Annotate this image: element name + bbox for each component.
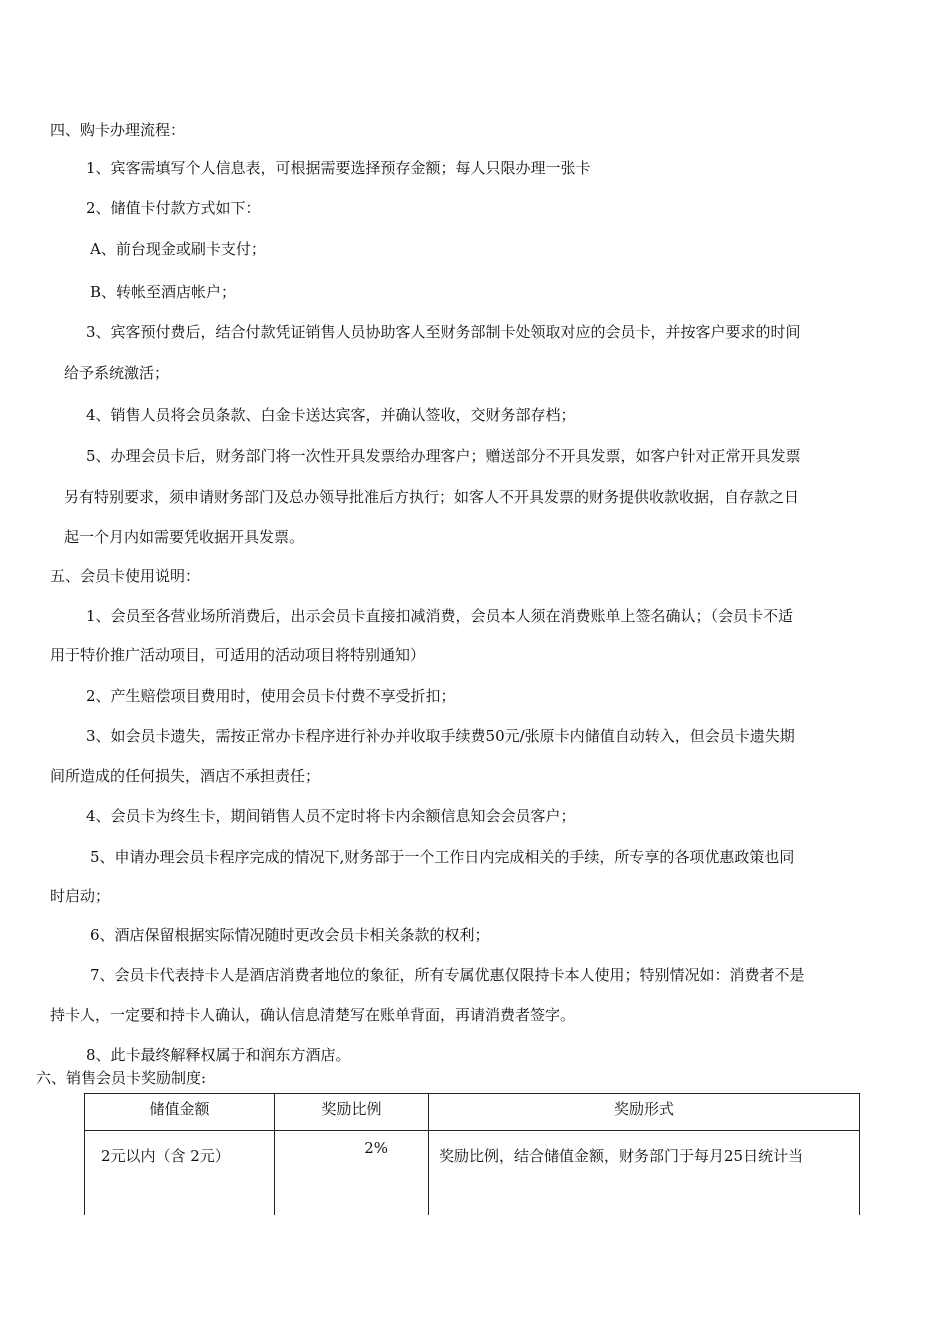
section5-item-6: 6、酒店保留根据实际情况随时更改会员卡相关条款的权利； [90, 926, 490, 944]
section4-item-5-line3: 起一个月内如需要凭收据开具发票。 [64, 528, 305, 546]
section5-item-4: 4、会员卡为终生卡，期间销售人员不定时将卡内余额信息知会会员客户； [86, 807, 576, 825]
section4-item-1: 1、宾客需填写个人信息表，可根据需要选择预存金额；每人只限办理一张卡 [86, 159, 591, 177]
section4-item-3-line2: 给予系统激活； [64, 364, 170, 382]
section4-item-2a: A、前台现金或刷卡支付； [90, 240, 266, 258]
section4-item-5-line1: 5、办理会员卡后，财务部门将一次性开具发票给办理客户；赠送部分不开具发票，如客户针对正常开具发票 [86, 447, 801, 465]
section5-item-8: 8、此卡最终解释权属于和润东方酒店。 [86, 1046, 351, 1064]
header-amount: 储值金额 [85, 1094, 275, 1131]
section4-item-3-line1: 3、宾客预付费后，结合付款凭证销售人员协助客人至财务部制卡处领取对应的会员卡，并按客户要求的时间 [86, 323, 801, 341]
reward-table [84, 1093, 860, 1215]
table-row [85, 1131, 860, 1216]
section5-item-5-line1: 5、申请办理会员卡程序完成的情况下,财务部于一个工作日内完成相关的手续，所专享的各项优惠政策也同 [90, 848, 795, 866]
cell-ratio: 2% [275, 1131, 429, 1216]
section5-item-3-line2: 间所造成的任何损失，酒店不承担责任； [50, 767, 321, 785]
section5-item-5-line2: 时启动； [50, 887, 111, 905]
section4-heading: 四、购卡办理流程： [50, 121, 186, 139]
section4-item-4: 4、销售人员将会员条款、白金卡送达宾客，并确认签收，交财务部存档； [86, 406, 576, 424]
cell-amount: 2元以内（含 2元） [85, 1131, 275, 1216]
section5-item-2: 2、产生赔偿项目费用时，使用会员卡付费不享受折扣； [86, 687, 456, 705]
section6-heading: 六、销售会员卡奖励制度: [36, 1069, 207, 1087]
section5-heading: 五、会员卡使用说明： [50, 567, 201, 585]
reward-table-header-row [85, 1094, 860, 1131]
section4-item-2: 2、储值卡付款方式如下： [86, 199, 261, 217]
section5-item-1-line2: 用于特价推广活动项目，可适用的活动项目将特别通知） [50, 646, 426, 664]
section5-item-3-line1: 3、如会员卡遗失，需按正常办卡程序进行补办并收取手续费50元/张原卡内储值自动转入，但会员卡遗失期 [86, 727, 795, 745]
header-form: 奖励形式 [429, 1094, 860, 1131]
section5-item-7-line1: 7、会员卡代表持卡人是酒店消费者地位的象征，所有专属优惠仅限持卡本人使用；特别情况如：消费者不是 [90, 966, 805, 984]
section4-item-5-line2: 另有特别要求，须申请财务部门及总办领导批准后方执行；如客人不开具发票的财务提供收款收据，自存款之日 [64, 488, 800, 506]
section5-item-1-line1: 1、会员至各营业场所消费后，出示会员卡直接扣减消费，会员本人须在消费账单上签名确认；（会员卡不适 [86, 607, 794, 625]
section5-item-7-line2: 持卡人，一定要和持卡人确认，确认信息清楚写在账单背面，再请消费者签字。 [50, 1006, 576, 1024]
cell-form: 奖励比例，结合储值金额，财务部门于每月25日统计当 [429, 1131, 860, 1216]
header-ratio: 奖励比例 [275, 1094, 429, 1131]
section4-item-2b: B、转帐至酒店帐户； [90, 283, 237, 301]
